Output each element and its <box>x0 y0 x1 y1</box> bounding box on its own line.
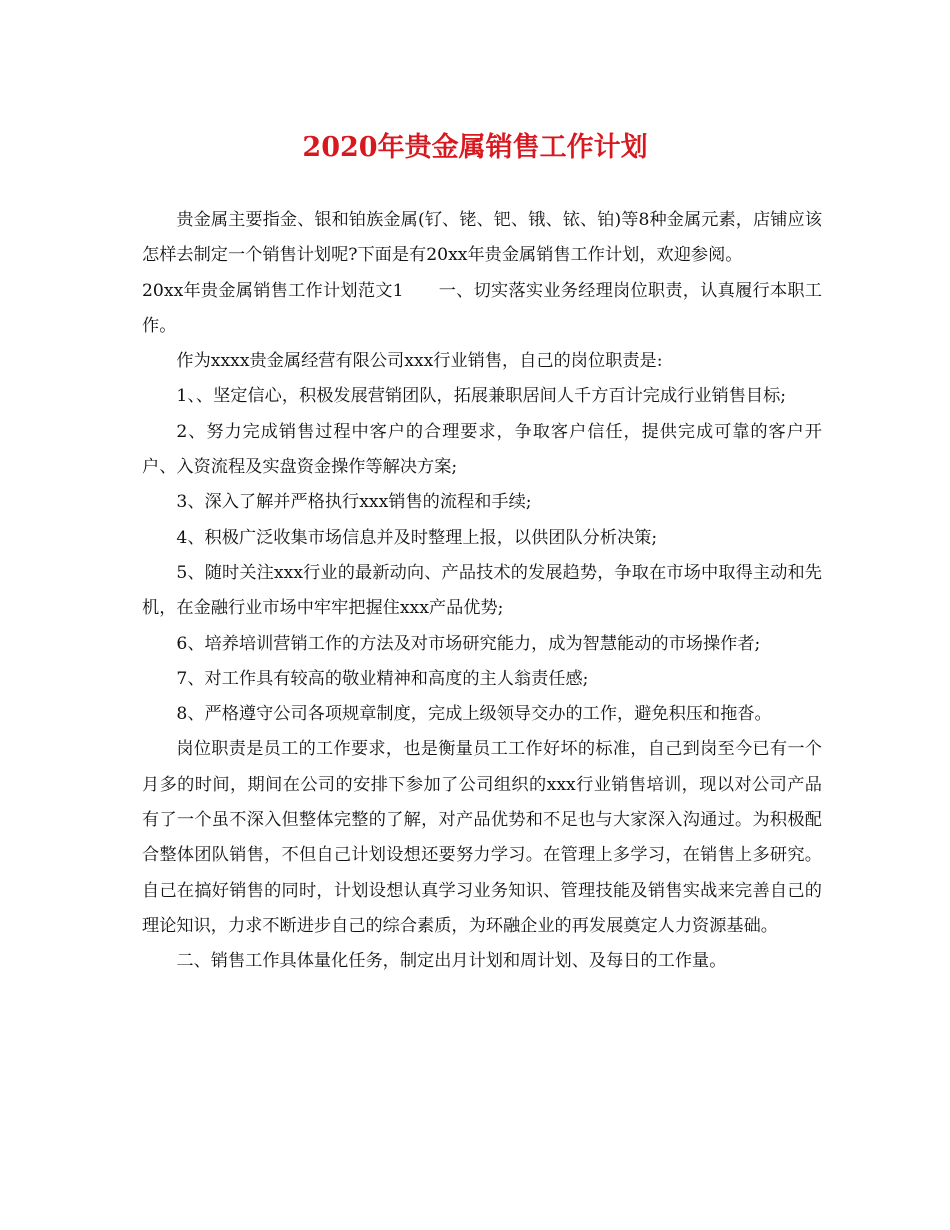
document-body <box>142 203 822 980</box>
paragraph-duty-6: 6、培养培训营销工作的方法及对市场研究能力，成为智慧能动的市场操作者; <box>176 633 761 654</box>
paragraph-duty-8: 8、严格遵守公司各项规章制度，完成上级领导交办的工作，避免积压和拖沓。 <box>176 704 772 725</box>
paragraph-section-two-heading: 二、销售工作具体量化任务，制定出月计划和周计划、及每日的工作量。 <box>176 951 727 972</box>
paragraph-duty-3: 3、深入了解并严格执行xxx销售的流程和手续; <box>176 492 532 513</box>
paragraph-duties-intro: 作为xxxx贵金属经营有限公司xxx行业销售，自己的岗位职责是: <box>176 351 663 372</box>
document-title: 2020年贵金属销售工作计划 <box>302 132 648 163</box>
paragraph-duty-2: 2、努力完成销售过程中客户的合理要求，争取客户信任，提供完成可靠的客户开户、入资流程及实盘资金操作等解决方案; <box>142 421 822 478</box>
paragraph-duty-1: 1、、坚定信心，积极发展营销团队，拓展兼职居间人千方百计完成行业销售目标; <box>176 386 787 407</box>
paragraph-duty-5: 5、随时关注xxx行业的最新动向、产品技术的发展趋势，争取在市场中取得主动和先机，在金融行业市场中牢牢把握住xxx产品优势; <box>142 562 822 619</box>
paragraph-intro: 贵金属主要指金、银和铂族金属(钌、铑、钯、锇、铱、铂)等8种金属元素，店铺应该怎样去制定一个销售计划呢?下面是有20xx年贵金属销售工作计划，欢迎参阅。 <box>142 210 822 266</box>
paragraph-duty-7: 7、对工作具有较高的敬业精神和高度的主人翁责任感; <box>176 668 589 689</box>
paragraph-responsibility-summary: 岗位职责是员工的工作要求，也是衡量员工工作好坏的标准，自己到岗至今已有一个月多的时间，期间在公司的安排下参加了公司组织的xxx行业销售培训，现以对公司产品有了一个虽不深入但整体完整的了解，对产品优势和不足也与大家深入沟通过。为积极配合整体团队销售，不但自己计划设想还要努力学习。在管理上多学习，在销售上多研究。自己在搞好销售的同时，计划设想认真学习业务知识、管理技能及销售实战来完善自己的理论知识，力求不断进步自己的综合素质，为环融企业的再发展奠定人力资源基础。 <box>142 739 822 936</box>
paragraph-duty-4: 4、积极广泛收集市场信息并及时整理上报，以供团队分析决策; <box>176 527 658 548</box>
paragraph-section-one-heading: 20xx年贵金属销售工作计划范文1 一、切实落实业务经理岗位职责，认真履行本职工作。 <box>142 280 822 336</box>
